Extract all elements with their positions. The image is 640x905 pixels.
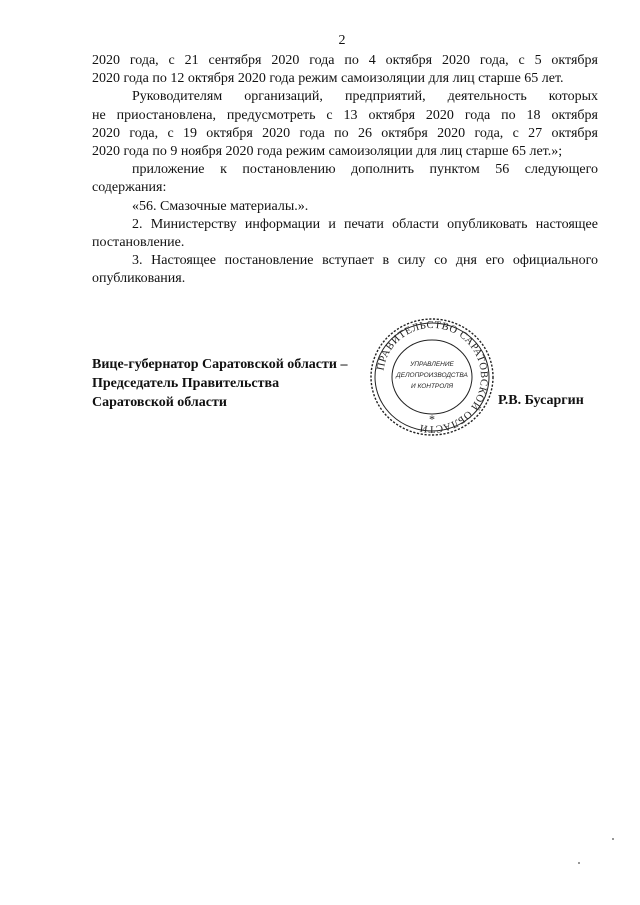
p3-line-1: приложение к постановлению дополнить пунктом 56 следующего — [132, 162, 598, 178]
p1-line-2: 2020 года по 12 октября 2020 года режим самоизоляции для лиц старше 65 лет. — [92, 71, 564, 87]
paragraph-2 — [92, 88, 598, 106]
official-seal — [368, 316, 496, 438]
seal-inner-line-3: И КОНТРОЛЯ — [411, 383, 453, 390]
p3-line-2: содержания: — [92, 180, 167, 196]
paragraph-3 — [92, 161, 598, 179]
seal-inner-line-2: ДЕЛОПРОИЗВОДСТВА — [396, 372, 468, 379]
seal-star-icon: * — [429, 412, 435, 426]
p6-line-2: опубликования. — [92, 271, 186, 287]
signer-name: Р.В. Бусаргин — [498, 393, 584, 408]
p2-line-1: Руководителям организаций, предприятий, деятельность которых — [132, 89, 598, 105]
seal-outer-text: ПРАВИТЕЛЬСТВО САРАТОВСКОЙ ОБЛАСТИ — [375, 319, 490, 435]
signer-title-line-3: Саратовской области — [92, 395, 227, 410]
p5-line-1: 2. Министерству информации и печати области опубликовать настоящее — [132, 216, 598, 232]
page-number: 2 — [338, 33, 346, 48]
paragraph-6-cont — [92, 270, 598, 288]
paragraph-4 — [92, 198, 598, 216]
signature-block — [92, 355, 347, 412]
paragraph-3-cont — [92, 179, 598, 197]
signer-title-line-1: Вице-губернатор Саратовской области – — [92, 357, 348, 372]
p1-line-1: 2020 года, с 21 сентября 2020 года по 4 октября 2020 года, с 5 октября — [92, 53, 598, 68]
scan-speck — [612, 838, 614, 840]
signer-title-line-2: Председатель Правительства — [92, 376, 280, 391]
p2-line-2: не приостановлена, предусмотреть с 13 октября 2020 года по 18 октября — [92, 107, 598, 123]
paragraph-2-cont — [92, 107, 598, 162]
p6-line-1: 3. Настоящее постановление вступает в силу со дня его официального — [132, 253, 598, 269]
paragraph-6 — [92, 252, 598, 270]
p2-line-4: 2020 года по 9 ноября 2020 года режим самоизоляции для лиц старше 65 лет.»; — [92, 144, 563, 160]
p5-line-2: постановление. — [92, 235, 185, 251]
seal-inner-line-1: УПРАВЛЕНИЕ — [410, 361, 454, 368]
body-text — [92, 52, 598, 289]
paragraph-5-cont — [92, 234, 598, 252]
p4-text: «56. Смазочные материалы.». — [132, 198, 309, 214]
paragraph-5 — [92, 216, 598, 234]
p2-line-3: 2020 года, с 19 октября 2020 года по 26 октября 2020 года, с 27 октября — [92, 125, 598, 141]
paragraph-1 — [92, 52, 598, 88]
scan-speck — [578, 862, 580, 864]
